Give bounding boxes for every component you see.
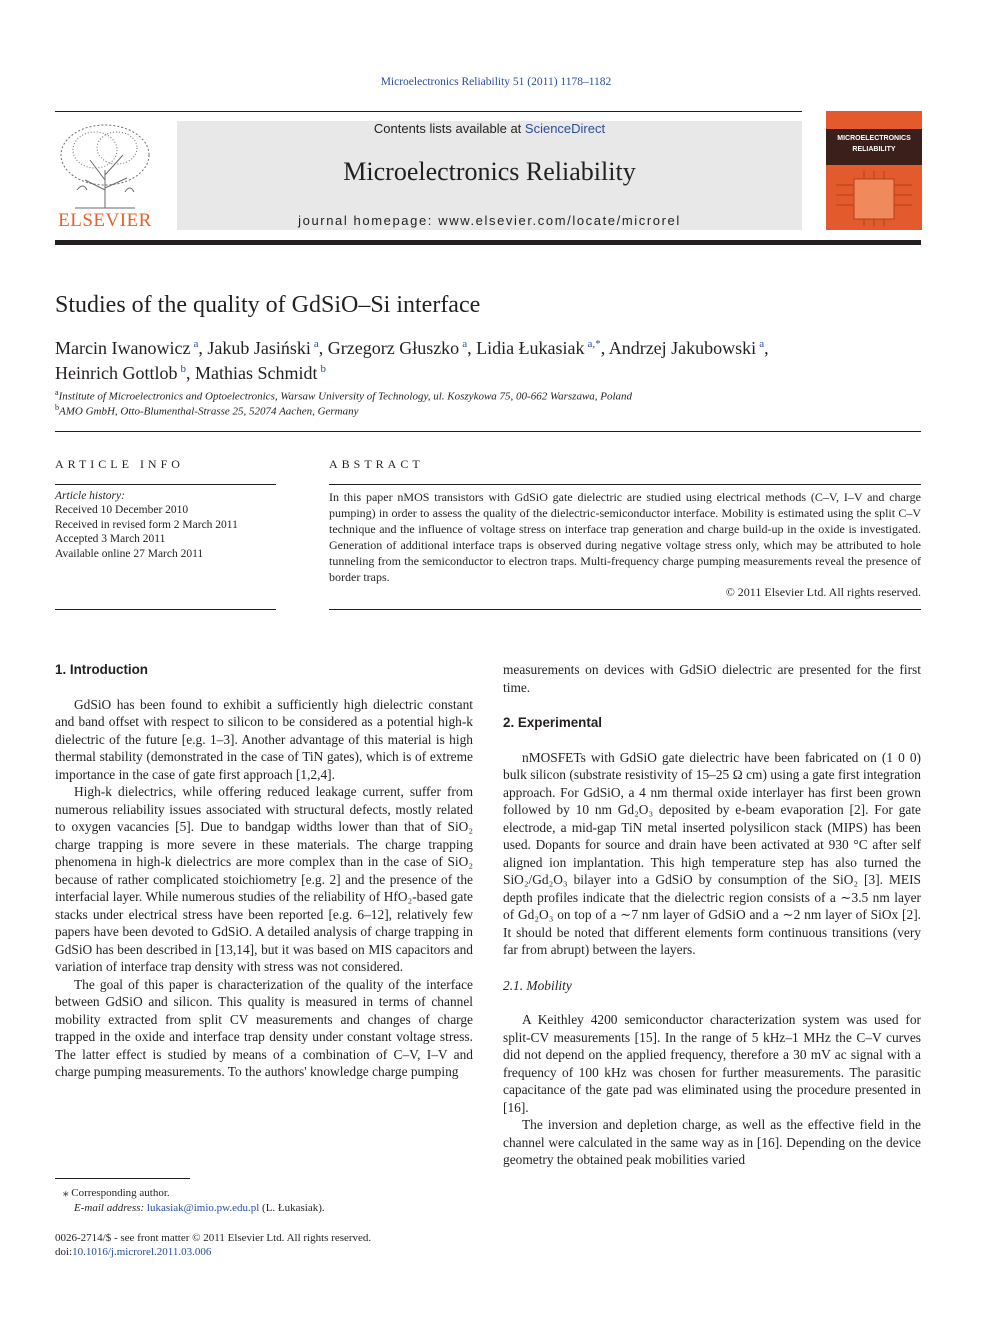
author-name: Jakub Jasiński bbox=[207, 338, 311, 358]
mobility-paragraph-1: A Keithley 4200 semiconductor characterization system was used for split-CV measurements [15]. In the range of 5 kHz–1 MHz the C–V curves did not depend on the applied frequency, therefore a 30 mV ac signal with a frequency of 100 kHz was chosen for further measurements. The parasitic capacitance of the gate pad was eliminated using the procedure presented in [16]. bbox=[503, 1012, 921, 1115]
author-line-1 bbox=[55, 334, 921, 359]
history-online: Available online 27 March 2011 bbox=[55, 547, 204, 560]
author-affiliation-mark[interactable]: b bbox=[180, 363, 186, 375]
affiliation-a-text: Institute of Microelectronics and Optoelectronics, Warsaw University of Technology, ul. Koszykowa 75, 00-662 Warszawa, Poland bbox=[58, 390, 633, 403]
cover-title bbox=[826, 133, 922, 155]
author-name: Mathias Schmidt bbox=[194, 363, 318, 383]
author-affiliation-mark[interactable]: a bbox=[313, 338, 319, 350]
paper-title: Studies of the quality of GdSiO–Si interface bbox=[55, 292, 481, 318]
author bbox=[55, 363, 195, 383]
abstract-bottom-rule bbox=[329, 609, 921, 610]
journal-citation[interactable]: Microelectronics Reliability 51 (2011) 1178–1182 bbox=[380, 76, 612, 88]
author-affiliation-mark[interactable]: b bbox=[320, 363, 326, 375]
author-separator: , bbox=[467, 338, 477, 358]
affiliation-b-text: AMO GmbH, Otto-Blumenthal-Strasse 25, 52074 Aachen, Germany bbox=[59, 405, 359, 418]
author bbox=[476, 338, 609, 358]
author-name: Grzegorz Głuszko bbox=[327, 338, 460, 358]
journal-title: Microelectronics Reliability bbox=[343, 157, 636, 186]
history-revised: Received in revised form 2 March 2011 bbox=[55, 518, 238, 531]
doi-prefix: doi: bbox=[55, 1246, 73, 1258]
author bbox=[207, 338, 327, 358]
article-history bbox=[55, 489, 275, 561]
doi-line bbox=[55, 1245, 211, 1260]
author-affiliation-mark[interactable]: a bbox=[193, 338, 199, 350]
header-rule bbox=[55, 111, 802, 112]
intro-paragraph-3-continued: measurements on devices with GdSiO dielectric are presented for the first time. bbox=[503, 662, 921, 695]
history-accepted: Accepted 3 March 2011 bbox=[55, 533, 166, 546]
left-column bbox=[55, 661, 473, 1081]
intro-heading: 1. Introduction bbox=[55, 662, 148, 677]
header-thick-rule bbox=[55, 240, 921, 245]
author-name: Lidia Łukasiak bbox=[476, 338, 585, 358]
author bbox=[609, 338, 769, 358]
doi-link[interactable]: 10.1016/j.microrel.2011.03.006 bbox=[72, 1246, 212, 1258]
experimental-heading: 2. Experimental bbox=[503, 715, 602, 730]
author bbox=[55, 338, 207, 358]
author-name: Heinrich Gottlob bbox=[55, 363, 178, 383]
abstract-heading: ABSTRACT bbox=[329, 457, 424, 471]
footnote-rule bbox=[55, 1178, 190, 1179]
author-separator: , bbox=[198, 338, 208, 358]
article-info-rule bbox=[55, 484, 276, 485]
author-separator: , bbox=[318, 338, 328, 358]
author-affiliation-mark[interactable]: a,* bbox=[587, 338, 601, 350]
author bbox=[195, 363, 326, 383]
intro-paragraph-2: High-k dielectrics, while offering reduced leakage current, suffer from numerous reliability issues associated with structural defects, mostly related to oxygen vacancies [5]. Due to bandgap widths lower than that of SiO₂ charge trapping is more severe in these materials. The charge trapping phenomena in high-k dielectrics are more complex than in the case of SiO₂ because of rather complicated stoichiometry [e.g. 2] and the presence of the interfacial layer. While numerous studies of the reliability of HfO₂-based gate stacks under electrical stress have been reported [e.g. 6–12], relatively few papers have been devoted to GdSiO. A detailed analysis of charge trapping in GdSiO has been described in [13,14], but it was based on MIS capacitors and variation of interface trap density with stress was not considered. bbox=[55, 784, 473, 974]
history-received: Received 10 December 2010 bbox=[55, 504, 189, 517]
author-separator: , bbox=[600, 338, 609, 358]
author bbox=[328, 338, 476, 358]
intro-paragraph-3: The goal of this paper is characterization of the quality of the interface between GdSiO and silicon. This quality is measured in terms of channel mobility extracted from split CV measurements and changes of charge trapped in the oxide and interface trap density under constant voltage stress. The latter effect is studied by means of a combination of C–V, I–V and charge pumping measurements. To the authors' knowledge charge pumping bbox=[55, 976, 473, 1079]
contents-line bbox=[177, 121, 802, 136]
cover-title-line1: MICROELECTRONICS bbox=[837, 135, 911, 142]
intro-paragraph-1: GdSiO has been found to exhibit a sufficiently high dielectric constant and band offset with respect to silicon to be considered as a potential high-k dielectric of the future [e.g. 1–3]. Another advantage of this material is high thermal stability (demonstrated in the case of TiN gates), which is of extreme importance in the case of gate first approach [1,2,4]. bbox=[55, 696, 473, 782]
author-affiliation-mark[interactable]: a bbox=[462, 338, 468, 350]
issn-line: 0026-2714/$ - see front matter © 2011 Elsevier Ltd. All rights reserved. bbox=[55, 1232, 372, 1244]
article-info-bottom-rule bbox=[55, 609, 276, 610]
affiliation-a-mark: a bbox=[55, 388, 59, 397]
email-link[interactable]: lukasiak@imio.pw.edu.pl bbox=[146, 1202, 260, 1214]
contents-prefix: Contents lists available at bbox=[373, 121, 525, 136]
email-suffix: (L. Łukasiak). bbox=[259, 1202, 325, 1214]
affiliation-b bbox=[55, 403, 359, 418]
affiliation-b-mark: b bbox=[55, 403, 59, 412]
affiliation-rule bbox=[55, 431, 921, 432]
abstract-rule bbox=[329, 484, 921, 485]
cover-title-line2: RELIABILITY bbox=[852, 146, 896, 153]
elsevier-wordmark: ELSEVIER bbox=[58, 210, 152, 231]
mobility-heading: 2.1. Mobility bbox=[503, 977, 572, 993]
author-name: Andrzej Jakubowski bbox=[608, 338, 757, 358]
sciencedirect-link[interactable]: ScienceDirect bbox=[524, 121, 606, 136]
corresponding-author-note: ⁎ Corresponding author. bbox=[63, 1187, 170, 1199]
affiliation-a bbox=[55, 388, 632, 403]
journal-cover-image bbox=[826, 111, 922, 230]
abstract-text: In this paper nMOS transistors with GdSiO gate dielectric are studied using electrical methods (C–V, I–V and charge pumping) in order to assess the quality of the dielectric-semiconductor interface. Mobility is estimated using the split C–V technique and the influence of voltage stress on interface trap generation and charge build-up in the oxide is investigated. Generation of additional interface traps is observed during negative voltage stress only, which may be attributed to hole tunneling from the semiconductor to electron traps. Multi-frequency charge pumping measurements reveal the presence of border traps. bbox=[329, 490, 921, 584]
history-label: Article history: bbox=[55, 490, 125, 502]
author-line-2 bbox=[55, 359, 921, 384]
author-separator: , bbox=[185, 363, 195, 383]
experimental-paragraph-1: nMOSFETs with GdSiO gate dielectric have been fabricated on (1 0 0) bulk silicon (substrate resistivity of 15–25 Ω cm) using a gate first integration approach. For GdSiO, a 4 nm thermal oxide interlayer has first been grown followed by 10 nm Gd₂O₃ deposited by e-beam evaporation [2]. For gate electrode, a mid-gap TiN metal inserted polysilicon stack (MIPS) has been used. Dopants for source and drain have been activated at 930 °C after self aligned ion implantation. This high temperature step has also turned the SiO₂/Gd₂O₃ bilayer into a GdSiO by consumption of the SiO₂ [3]. MEIS depth profiles indicate that the dielectric region consists of a ∼3.5 nm layer of Gd₂O₃ on top of a ∼7 nm layer of GdSiO and a ∼2 nm layer of SiOx [2]. It should be noted that different elements form continuous transitions (very far from abrupt) between the layers. bbox=[503, 749, 921, 957]
cover-chip-graphic bbox=[836, 171, 912, 226]
email-note bbox=[55, 1201, 325, 1216]
author-name: Marcin Iwanowicz bbox=[55, 338, 191, 358]
right-column bbox=[503, 661, 921, 1169]
abstract-copyright: © 2011 Elsevier Ltd. All rights reserved. bbox=[725, 585, 921, 599]
author-affiliation-mark[interactable]: a bbox=[759, 338, 765, 350]
journal-homepage[interactable]: journal homepage: www.elsevier.com/locate/microrel bbox=[298, 213, 681, 228]
mobility-paragraph-2: The inversion and depletion charge, as well as the effective field in the channel were calculated in the same way as in [16]. Depending on the device geometry the obtained peak mobilities varied bbox=[503, 1117, 921, 1167]
email-label: E-mail address: bbox=[74, 1202, 147, 1214]
article-info-heading: ARTICLE INFO bbox=[55, 457, 184, 471]
author-list bbox=[55, 334, 921, 384]
author-separator: , bbox=[764, 338, 769, 358]
